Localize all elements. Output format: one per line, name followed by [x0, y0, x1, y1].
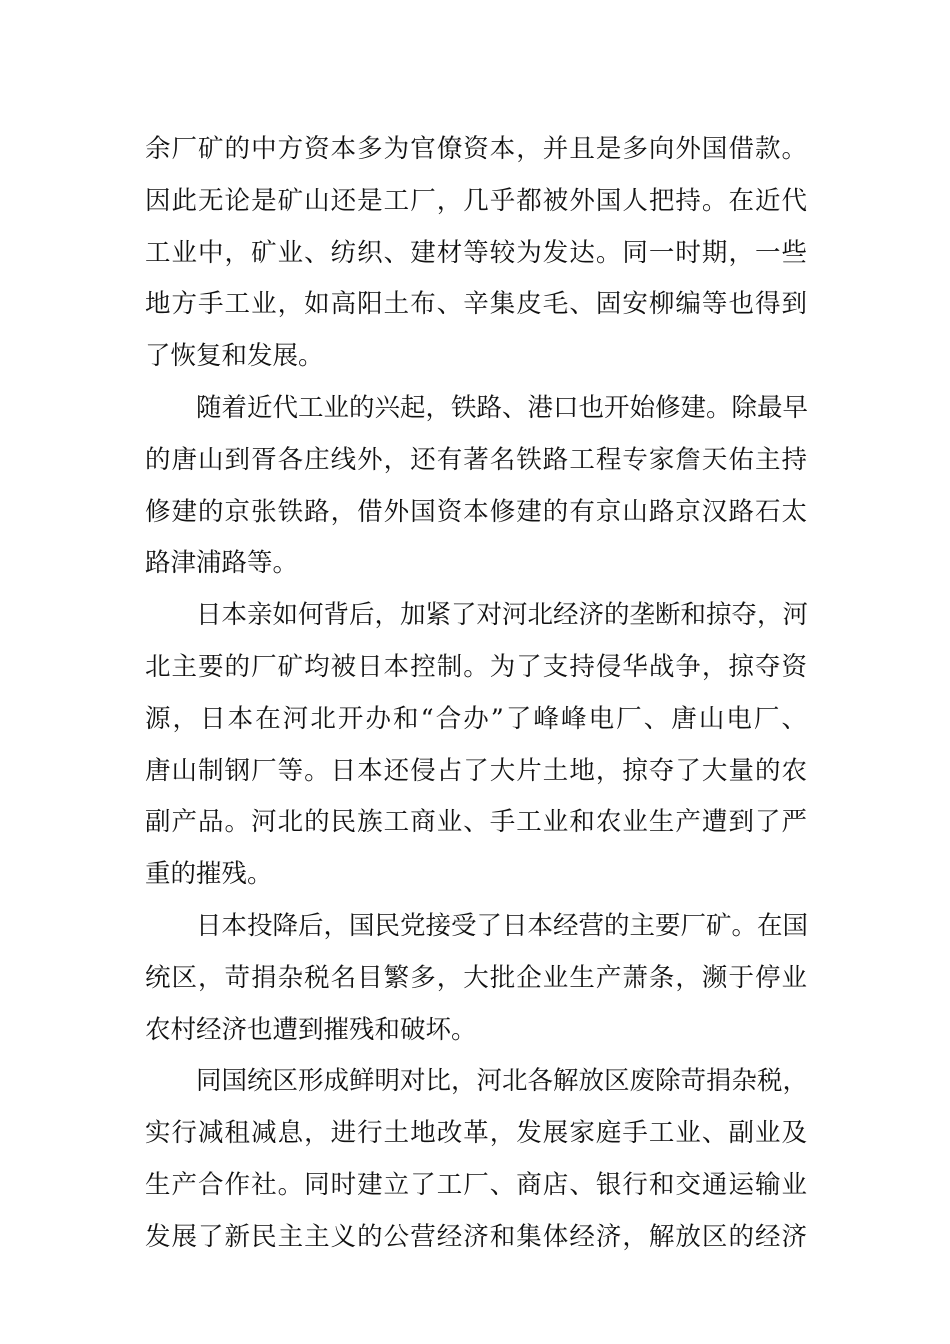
- text-line: 北主要的厂矿均被日本控制。为了支持侵华战争，掠夺资: [145, 651, 807, 682]
- text-line: 日本投降后，国民党接受了日本经营的主要厂矿。在国: [196, 910, 809, 941]
- text-line: 地方手工业，如高阳土布、辛集皮毛、固安柳编等也得到: [145, 289, 807, 320]
- text-line: 重的摧残。: [145, 859, 273, 890]
- text-line: 唐山制钢厂等。日本还侵占了大片土地，掠夺了大量的农: [145, 755, 807, 786]
- text-line: 路津浦路等。: [145, 548, 299, 579]
- text-line: 实行减租减息，进行土地改革，发展家庭手工业、副业及: [145, 1118, 807, 1149]
- text-line: 同国统区形成鲜明对比，河北各解放区废除苛捐杂税，: [196, 1066, 809, 1097]
- paragraph-5: [145, 1056, 807, 1263]
- paragraph-1: [145, 124, 807, 383]
- text-line: 的唐山到胥各庄线外，还有著名铁路工程专家詹天佑主持: [145, 444, 807, 475]
- text-line: 发展了新民主主义的公营经济和集体经济，解放区的经济: [145, 1221, 807, 1252]
- text-line: 日本亲如何背后，加紧了对河北经济的垄断和掠夺，河: [196, 600, 809, 631]
- text-line: 余厂矿的中方资本多为官僚资本，并且是多向外国借款。: [145, 134, 807, 164]
- text-line: 了恢复和发展。: [145, 341, 324, 372]
- text-line: 因此无论是矿山还是工厂，几乎都被外国人把持。在近代: [145, 185, 807, 216]
- text-line: 农村经济也遭到摧残和破坏。: [145, 1014, 477, 1045]
- text-line: 随着近代工业的兴起，铁路、港口也开始修建。除最早: [196, 392, 809, 423]
- text-line: 修建的京张铁路，借外国资本修建的有京山路京汉路石太: [145, 496, 807, 527]
- paragraph-3: [145, 590, 807, 901]
- body-text: [145, 124, 807, 1264]
- text-line: 生产合作社。同时建立了工厂、商店、银行和交通运输业: [145, 1169, 807, 1200]
- paragraph-4: [145, 901, 807, 1056]
- text-line: 副产品。河北的民族工商业、手工业和农业生产遭到了严: [145, 807, 807, 838]
- text-line: 统区，苛捐杂税名目繁多，大批企业生产萧条，濒于停业: [145, 962, 807, 993]
- text-line: 工业中，矿业、纺织、建材等较为发达。同一时期，一些: [145, 237, 807, 268]
- text-line: 源，日本在河北开办和“合办”了峰峰电厂、唐山电厂、: [145, 703, 807, 734]
- paragraph-2: [145, 383, 807, 590]
